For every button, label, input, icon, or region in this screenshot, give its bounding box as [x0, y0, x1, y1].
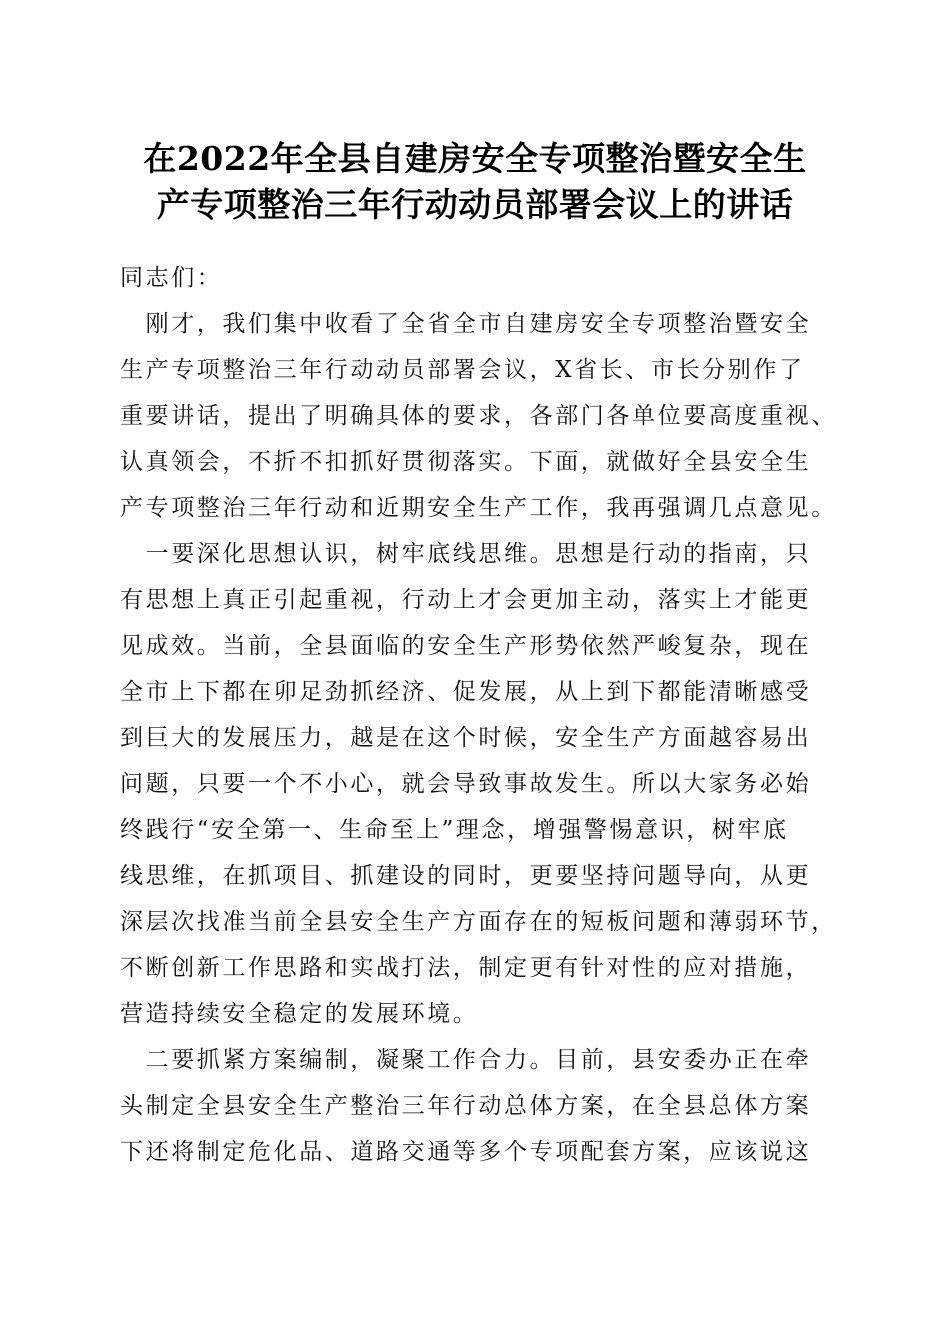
text-line: 见成效。当前，全县面临的安全生产形势依然严峻复杂，现在 [120, 633, 812, 659]
text-line: 营造持续安全稳定的发展环境。 [120, 1001, 479, 1027]
text-line: 全市上下都在卯足劲抓经济、促发展，从上到下都能清晰感受 [120, 679, 812, 705]
paragraph-3 [120, 1037, 830, 1175]
text-line: 刚才，我们集中收看了全省全市自建房安全专项整治暨安全 [120, 311, 812, 337]
text-line: 生产专项整治三年行动动员部署会议，X省长、市长分别作了 [120, 357, 805, 383]
document-title [110, 136, 840, 228]
text-line: 到巨大的发展压力，越是在这个时候，安全生产方面越容易出 [120, 725, 812, 751]
text-line: 认真领会，不折不扣抓好贯彻落实。下面，就做好全县安全生 [120, 449, 812, 475]
text-line: 头制定全县安全生产整治三年行动总体方案，在全县总体方案 [120, 1093, 812, 1119]
greeting: 同志们： [120, 265, 223, 291]
paragraph-1 [120, 301, 837, 531]
text-line: 终践行“安全第一、生命至上”理念，增强警惕意识，树牢底 [120, 817, 789, 843]
text-line: 深层次找准当前全县安全生产方面存在的短板问题和薄弱环节， [120, 909, 837, 935]
text-line: 有思想上真正引起重视，行动上才会更加主动，落实上才能更 [120, 587, 812, 613]
title-line-2: 产专项整治三年行动动员部署会议上的讲话 [156, 185, 794, 224]
text-line: 不断创新工作思路和实战打法，制定更有针对性的应对措施， [120, 955, 812, 981]
text-line: 一要深化思想认识，树牢底线思维。思想是行动的指南，只 [120, 541, 812, 567]
text-line: 问题，只要一个不小心，就会导致事故发生。所以大家务必始 [120, 771, 812, 797]
text-line: 下还将制定危化品、道路交通等多个专项配套方案，应该说这 [120, 1139, 812, 1165]
title-line-1: 在2022年全县自建房安全专项整治暨安全生 [143, 139, 807, 178]
document-body [120, 255, 837, 1175]
text-line: 线思维，在抓项目、抓建设的同时，更要坚持问题导向，从更 [120, 863, 812, 889]
paragraph-2 [120, 531, 837, 1037]
text-line: 重要讲话，提出了明确具体的要求，各部门各单位要高度重视、 [120, 403, 837, 429]
text-line: 产专项整治三年行动和近期安全生产工作，我再强调几点意见。 [120, 495, 837, 521]
text-line: 二要抓紧方案编制，凝聚工作合力。目前，县安委办正在牵 [120, 1047, 812, 1073]
